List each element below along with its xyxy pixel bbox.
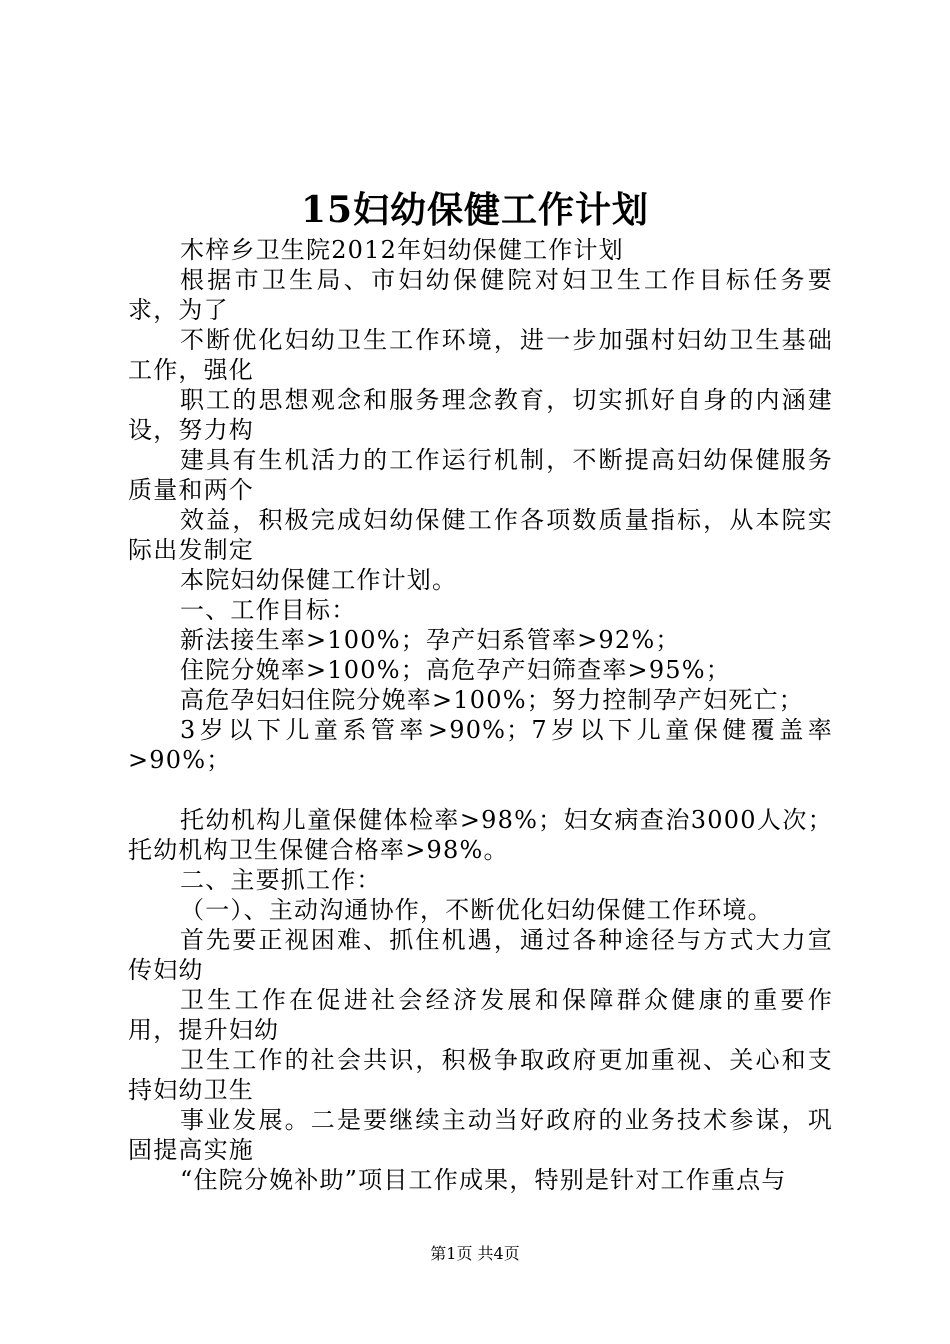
page-footer: 第1页 共4页	[430, 1244, 520, 1263]
blank-line	[128, 775, 833, 805]
paragraph: 木梓乡卫生院2012年妇幼保健工作计划	[180, 236, 624, 264]
paragraph: 住院分娩率>100%；高危孕产妇筛查率>95%；	[180, 656, 731, 684]
paragraph: 职工的思想观念和服务理念教育，切实抓好自身的内涵建设，努力构	[128, 386, 833, 444]
section-heading: 二、主要抓工作：	[180, 866, 382, 894]
paragraph: 卫生工作的社会共识，积极争取政府更加重视、关心和支持妇幼卫生	[128, 1046, 833, 1104]
paragraph: 3岁以下儿童系管率>90%；7岁以下儿童保健覆盖率>90%；	[128, 716, 833, 774]
paragraph: 建具有生机活力的工作运行机制，不断提高妇幼保健服务质量和两个	[128, 446, 833, 504]
document-body	[128, 235, 833, 1195]
paragraph: 本院妇幼保健工作计划。	[180, 566, 458, 594]
paragraph: 事业发展。二是要继续主动当好政府的业务技术参谋，巩固提高实施	[128, 1106, 833, 1164]
section-heading: 一、工作目标：	[180, 596, 357, 624]
paragraph: 根据市卫生局、市妇幼保健院对妇卫生工作目标任务要求，为了	[128, 266, 833, 324]
paragraph: 托幼机构儿童保健体检率>98%；妇女病查治3000人次；托幼机构卫生保健合格率>98%。	[128, 806, 833, 864]
paragraph: 不断优化妇幼卫生工作环境，进一步加强村妇幼卫生基础工作，强化	[128, 326, 833, 384]
subsection-heading: （一）、主动沟通协作，不断优化妇幼保健工作环境。	[180, 896, 773, 924]
paragraph: 卫生工作在促进社会经济发展和保障群众健康的重要作用，提升妇幼	[128, 986, 833, 1044]
paragraph: 效益，积极完成妇幼保健工作各项数质量指标，从本院实际出发制定	[128, 506, 833, 564]
paragraph: 新法接生率>100%；孕产妇系管率>92%；	[180, 626, 681, 654]
paragraph: 高危孕妇妇住院分娩率>100%；努力控制孕产妇死亡；	[180, 686, 804, 714]
paragraph: “住院分娩补助”项目工作成果，特别是针对工作重点与	[180, 1166, 787, 1194]
document-title: 15妇幼保健工作计划	[300, 189, 650, 231]
paragraph: 首先要正视困难、抓住机遇，通过各种途径与方式大力宣传妇幼	[128, 926, 833, 984]
